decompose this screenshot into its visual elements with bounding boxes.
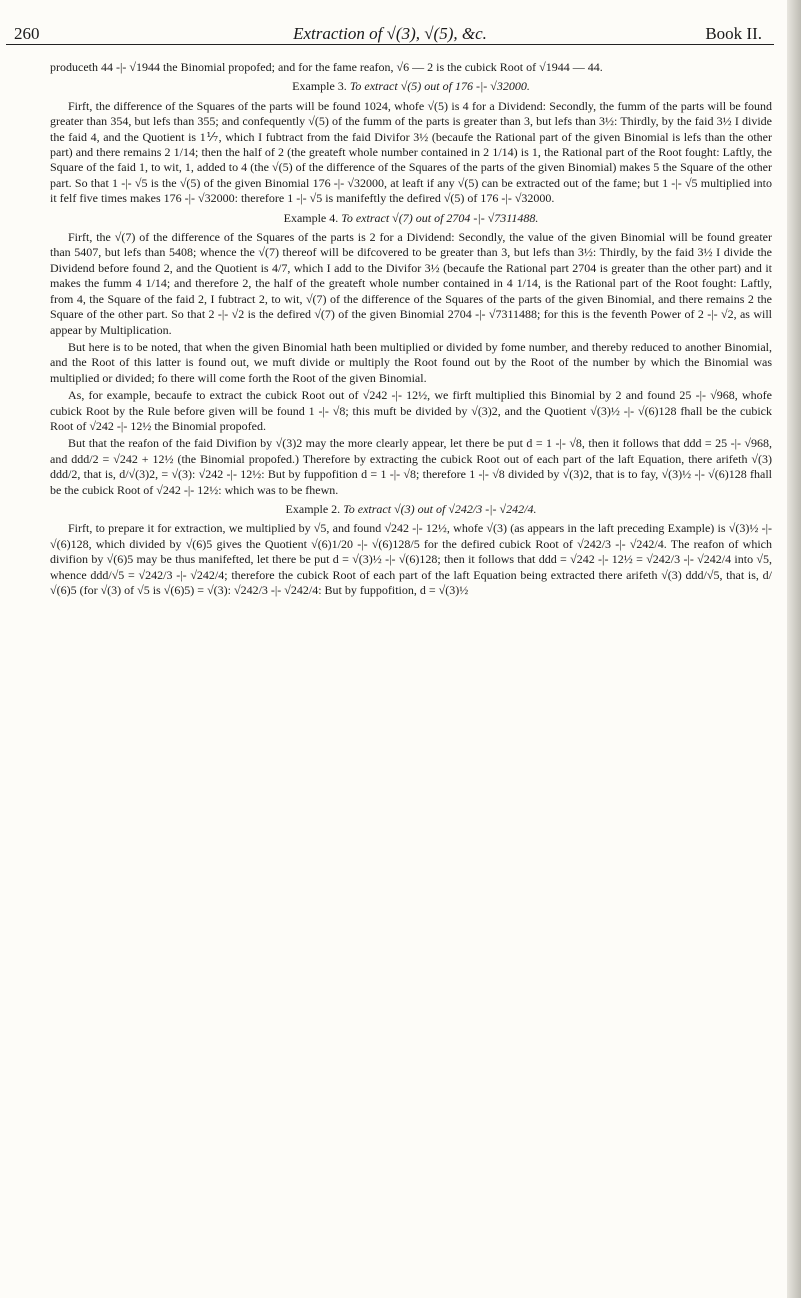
example-heading-4 [50,211,772,226]
paragraph-4: Firft, the √(7) of the difference of the Squares of the parts is 2 for a Dividend: Secondly, the value of the given Binomial will be found greater than 5407, but lefs than 5408; whence the √(7) thereof will be difcovered to be greater than 3, but lefs than 3½: Thirdly, by the faid 3½ I divide the Dividend before found 2, and the Quotient is 4/7, which I add to the Divifor 3½ (becaufe the Rational part 2704 is greater than the other part) and it makes the fumm 4 1/14; and therefore 2, the half of the greateft whole number contained in 4 1/14, is the Rational part of the Root fought: Laftly, from 4, the Square of the faid 2, I fubtract 2, to wit, √(7) of the difference of the Squares of the parts of the given Binomial, and there remains 2 the Square of the other part. So that 2 -|- √2 is the defired √(7) of the given Binomial 2704 -|- √7311488; for this is the feventh Power of 2 -|- √2, as will appear by Multiplication. [50,230,772,337]
example-label: Example 4. [283,210,339,225]
example-title: To extract √(7) out of 2704 -|- √7311488. [341,210,539,225]
page-gutter-shadow [787,0,801,1298]
page-body [50,60,772,600]
example-title: To extract √(3) out of √242/3 -|- √242/4. [343,501,537,516]
header-rule [6,44,774,45]
running-title: Extraction of √(3), √(5), &c. [293,24,487,43]
example-title: To extract √(5) out of 176 -|- √32000. [349,79,530,94]
example-heading-3 [50,79,772,94]
paragraph-7: But that the reafon of the faid Divifion by √(3)2 may the more clearly appear, let there be put d = 1 -|- √8, then it follows that ddd = 25 -|- √968, and ddd/2 = √242 + 12½ (the Binomial propofed.) Therefore by extracting the cubick Root out of each part of the laft Equation, there arifeth √(3) ddd/2, that is, d/√(3)2, = √(3): √242 -|- 12½: But by fuppofition d = 1 -|- √8; therefore 1 -|- √8 divided by √(3)2, that is to fay, √(3)½ -|- √(6)128 fhall be the cubick Root of √242 -|- 12½: which was to be fhewn. [50,436,772,497]
example-label: Example 2. [285,501,341,516]
example-heading-2 [50,502,772,517]
paragraph-0: produceth 44 -|- √1944 the Binomial propofed; and for the fame reafon, √6 — 2 is the cubick Root of √1944 — 44. [50,60,603,74]
paragraph-9: Firft, to prepare it for extraction, we multiplied by √5, and found √242 -|- 12½, whofe √(3) (as appears in the laft preceding Example) is √(3)½ -|- √(6)128, which divided by √(6)5 gives the Quotient √(6)1/20 -|- √(6)128/5 for the defired cubick Root of √242/3 -|- √242/4. The reafon of which divifion by √(6)5 may be thus manifefted, let there be put d = √(3)½ -|- √(6)128; then it follows that ddd = √242 -|- 12½ = √242/3 -|- √242/4 into √5, whence ddd/√5 = √242/3 -|- √242/4; therefore the cubick Root of each part of the laft Equation being extracted there arifeth √(3) ddd/√5, that is, d/√(6)5 (for √(3) of √5 is √(6)5) = √(3): √242/3 -|- √242/4: But by fuppofition, d = √(3)½ [50,521,772,597]
paragraph-6: As, for example, becaufe to extract the cubick Root out of √242 -|- 12½, we firft multiplied this Binomial by 2 and found 25 -|- √968, whofe cubick Root by the Rule before given will be found 1 -|- √8; this muft be divided by √(3)2, and the Quotient √(3)½ -|- √(6)128 fhall be the cubick Root of √242 -|- 12½ the Binomial propofed. [50,388,772,433]
example-label: Example 3. [292,79,347,94]
paragraph-5: But here is to be noted, that when the given Binomial hath been multiplied or divided by fome number, and thereby reduced to another Binomial, and the Root of this latter is found out, we muft divide or multiply the Root found out by the Root of the number by which the Binomial was multiplied or divided; fo there will come forth the Root of the given Binomial. [50,339,772,385]
paragraph-2: Firft, the difference of the Squares of the parts will be found 1024, whofe √(5) is 4 for a Dividend: Secondly, the fumm of the parts will be found greater than 354, but lefs than 355; and confequently √(5) of the fumm of the parts is greater than 3, but lefs than 3½: Thirdly, by the faid 3½ I divide the faid 4, and the Quotient is 1⅐, which I fubtract from the faid Divifor 3½ (becaufe the Rational part of the given Binomial is lefs than the other part) and there remains 2 1/14; then the half of 2 (the greateft whole number contained in 2 1/14) is 1, the Rational part of the Root fought: Laftly, the Square of the faid 1, to wit, 1, added to 4 (the √(5) of the difference of the Squares of the parts of the given Binomial) makes 5 the Square of the other part. So that 1 -|- √5 is the √(5) of the given Binomial 176 -|- √32000, at leaft if any √(5) can be extracted out of the fame; but 1 -|- √5 multiplied into it felf five times makes 176 -|- √32000: therefore 1 -|- √5 is manifeftly the defired √(5) of 176 -|- √32000. [50,98,772,206]
book-label: Book II. [705,24,762,43]
page-number: 260 [14,24,40,43]
